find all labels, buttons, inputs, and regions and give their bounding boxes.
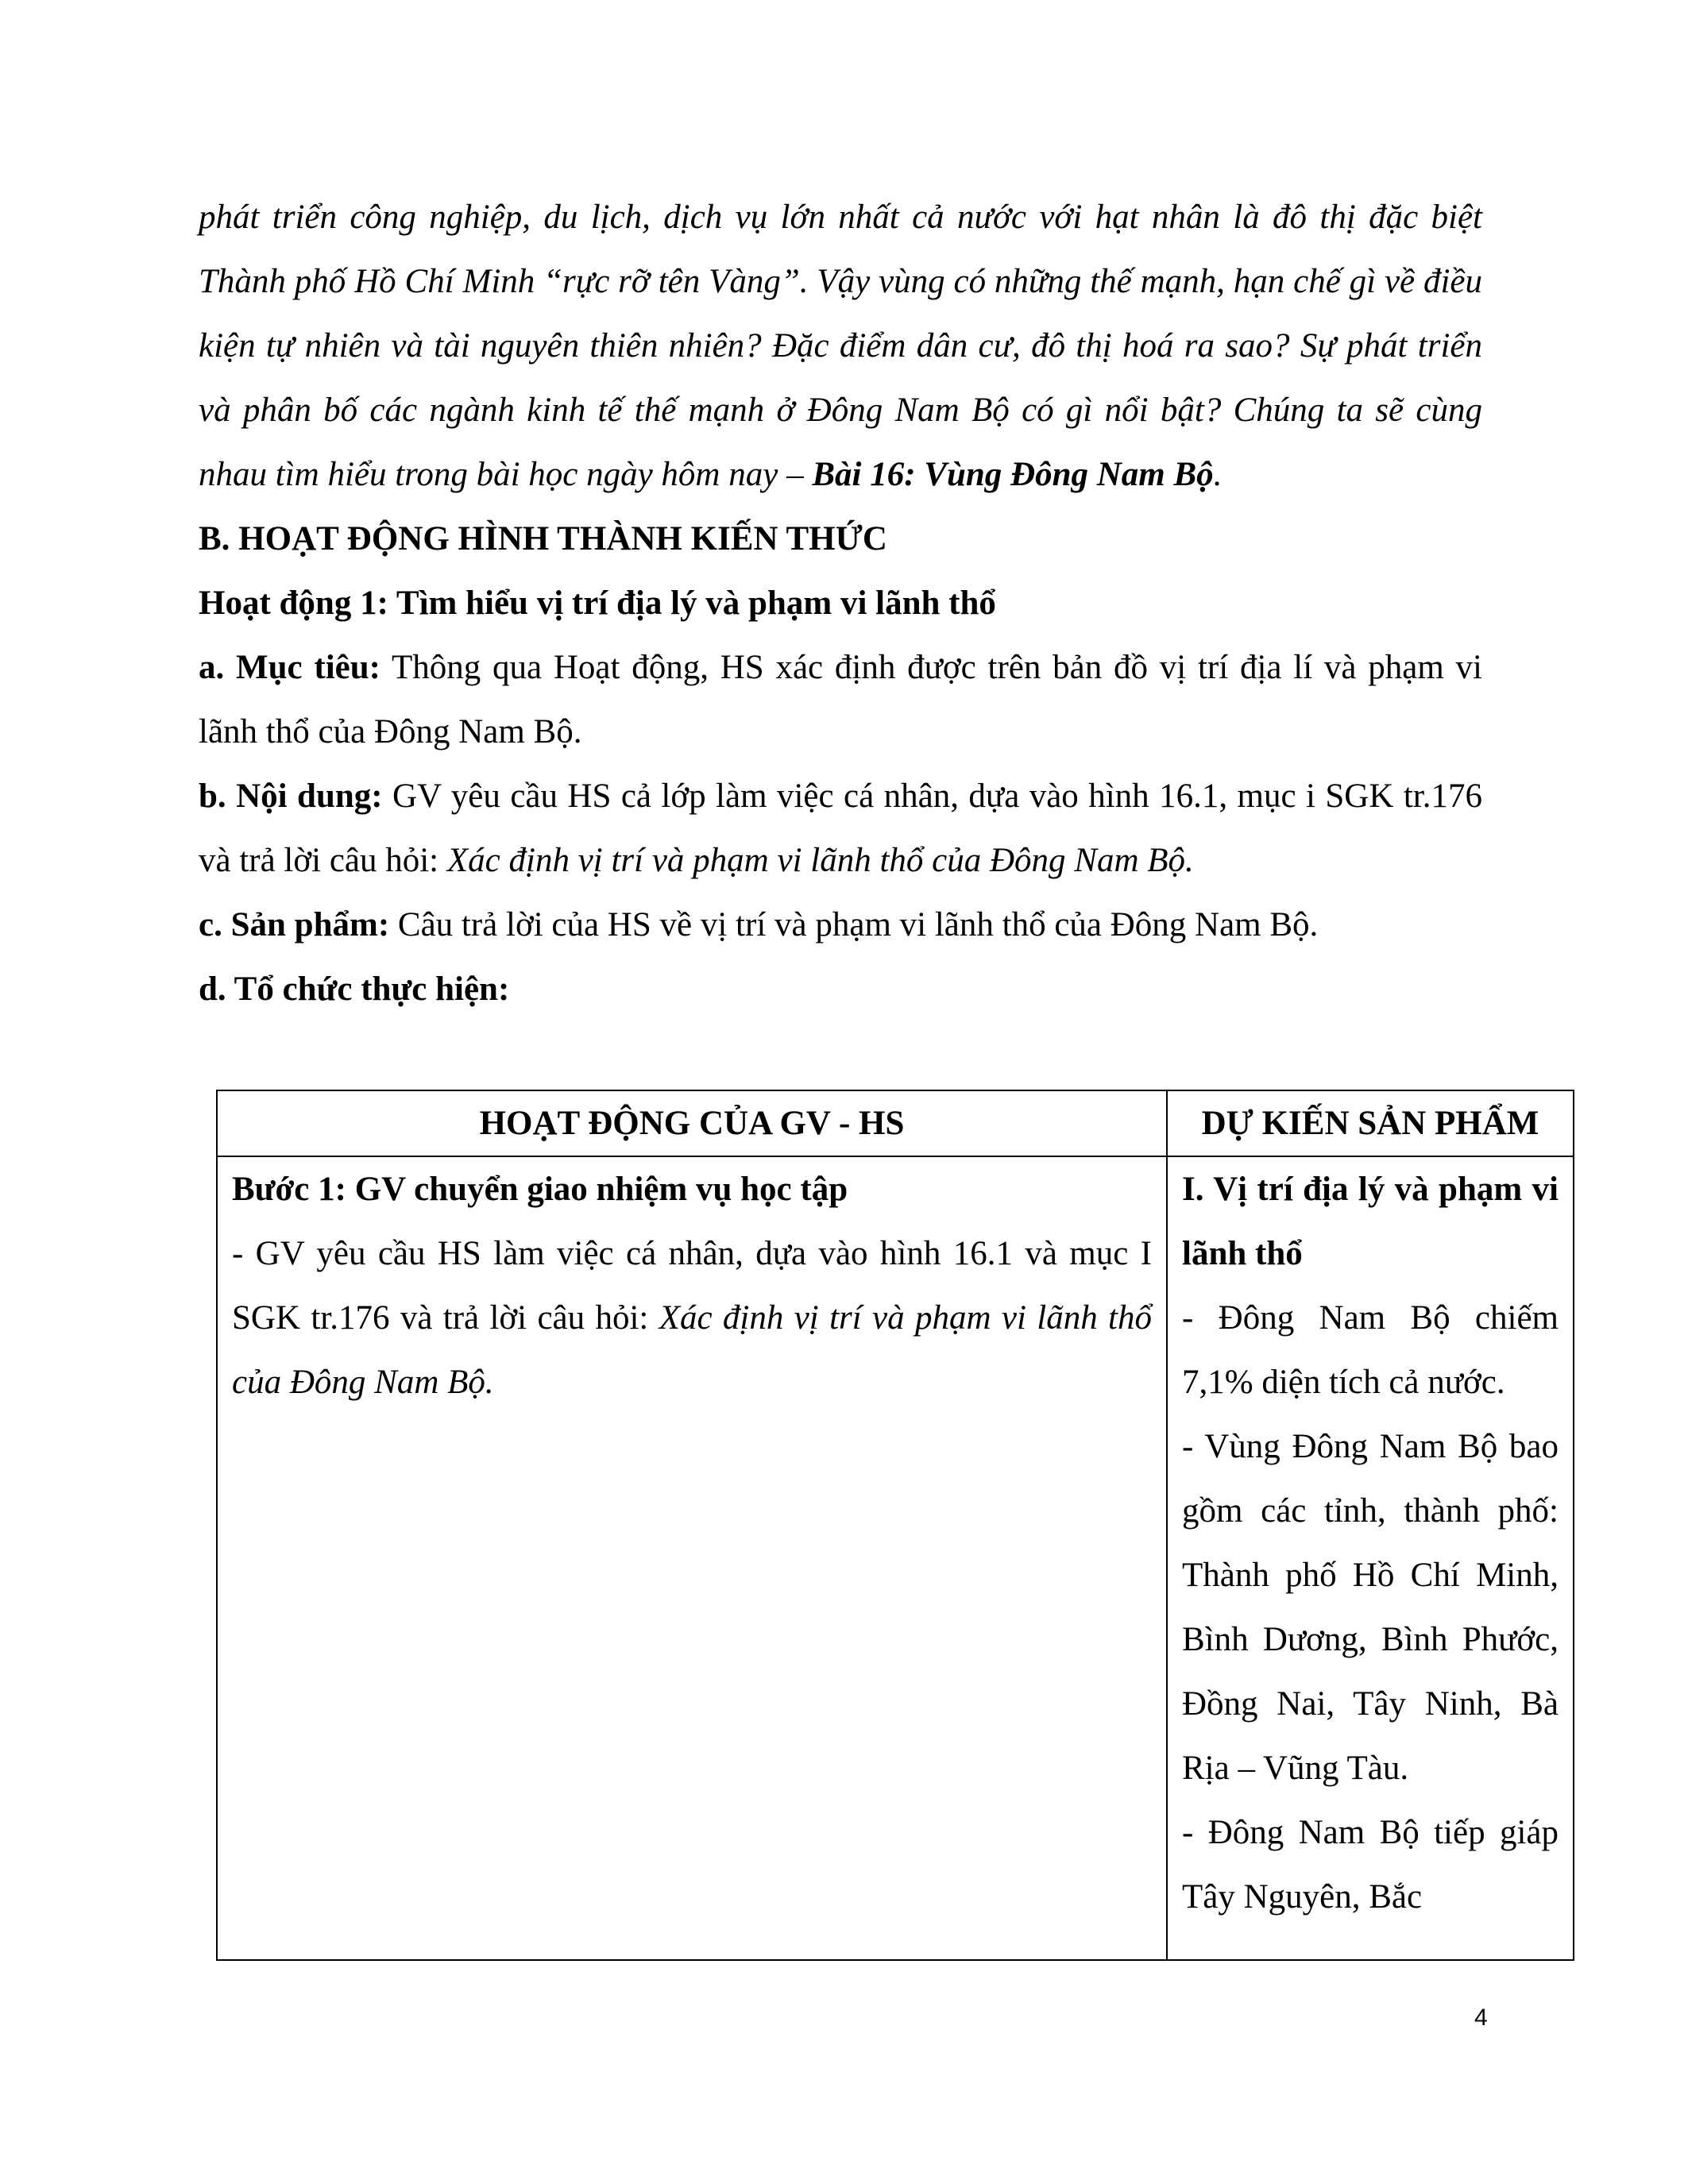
step-1-task	[232, 1221, 1152, 1414]
activity-table	[216, 1090, 1574, 1961]
page-number: 4	[1474, 2005, 1488, 2031]
intro-end: .	[1213, 456, 1223, 493]
area-point: - Đông Nam Bộ chiếm 7,1% diện tích cả nước.	[1182, 1299, 1559, 1401]
borders-point: - Đông Nam Bộ tiếp giáp Tây Nguyên, Bắc	[1182, 1814, 1559, 1916]
table-header-row	[217, 1090, 1574, 1156]
provinces-point: - Vùng Đông Nam Bộ bao gồm các tỉnh, thành phố: Thành phố Hồ Chí Minh, Bình Dương, Bình Phước, Đồng Nai, Tây Ninh, Bà Rịa – Vũng Tàu.	[1182, 1428, 1559, 1787]
activity-cell	[217, 1156, 1167, 1960]
step-1-task-question: Xác định vị trí và phạm vi lãnh thổ của Đông Nam Bộ.	[232, 1299, 1152, 1401]
intro-text: phát triển công nghiệp, du lịch, dịch vụ lớn nhất cả nước với hạt nhân là đô thị đặc biệt Thành phố Hồ Chí Minh “rực rỡ tên Vàng”. Vậy vùng có những thế mạnh, hạn chế gì về điều kiện tự nhiên và tài nguyên thiên nhiên? Đặc điểm dân cư, đô thị hoá ra sao? Sự phát triển và phân bố các ngành kinh tế thế mạnh ở Đông Nam Bộ có gì nổi bật? Chúng ta sẽ cùng nhau tìm hiểu trong bài học ngày hôm nay –	[199, 199, 1482, 493]
location-section-title: I. Vị trí địa lý và phạm vi lãnh thổ	[1182, 1171, 1559, 1272]
lesson-title: Bài 16: Vùng Đông Nam Bộ	[812, 456, 1214, 493]
step-1-task-text: - GV yêu cầu HS làm việc cá nhân, dựa vào hình 16.1 và mục I SGK tr.176 và trả lời câu hỏi:	[232, 1235, 1152, 1337]
objective-text: Thông qua Hoạt động, HS xác định được trên bản đồ vị trí địa lí và phạm vi lãnh thổ của Đông Nam Bộ.	[199, 649, 1483, 751]
organization-label: d. Tổ chức thực hiện:	[199, 970, 510, 1008]
table-row	[217, 1156, 1574, 1960]
intro-paragraph	[199, 185, 1482, 507]
activity-1-title: Hoạt động 1: Tìm hiểu vị trí địa lý và phạm vi lãnh thổ	[199, 585, 996, 622]
content-label: b. Nội dung:	[199, 778, 383, 815]
section-b-title: B. HOẠT ĐỘNG HÌNH THÀNH KIẾN THỨC	[199, 520, 887, 558]
header-expected-product: DỰ KIẾN SẢN PHẨM	[1167, 1090, 1574, 1156]
objective-paragraph	[199, 635, 1482, 764]
product-label: c. Sản phẩm:	[199, 906, 390, 943]
step-1-title: Bước 1: GV chuyển giao nhiệm vụ học tập	[232, 1171, 848, 1208]
header-teacher-student-activity: HOẠT ĐỘNG CỦA GV - HS	[217, 1090, 1167, 1156]
objective-label: a. Mục tiêu:	[199, 649, 380, 686]
content-paragraph	[199, 764, 1482, 893]
product-cell	[1167, 1156, 1574, 1960]
product-paragraph	[199, 893, 1482, 957]
page-content	[199, 185, 1482, 1021]
content-text: GV yêu cầu HS cả lớp làm việc cá nhân, dựa vào hình 16.1, mục i SGK tr.176 và trả lời câu hỏi:	[199, 778, 1482, 879]
product-text: Câu trả lời của HS về vị trí và phạm vi lãnh thổ của Đông Nam Bộ.	[389, 906, 1319, 943]
content-question: Xác định vị trí và phạm vi lãnh thổ của Đông Nam Bộ.	[446, 842, 1194, 879]
